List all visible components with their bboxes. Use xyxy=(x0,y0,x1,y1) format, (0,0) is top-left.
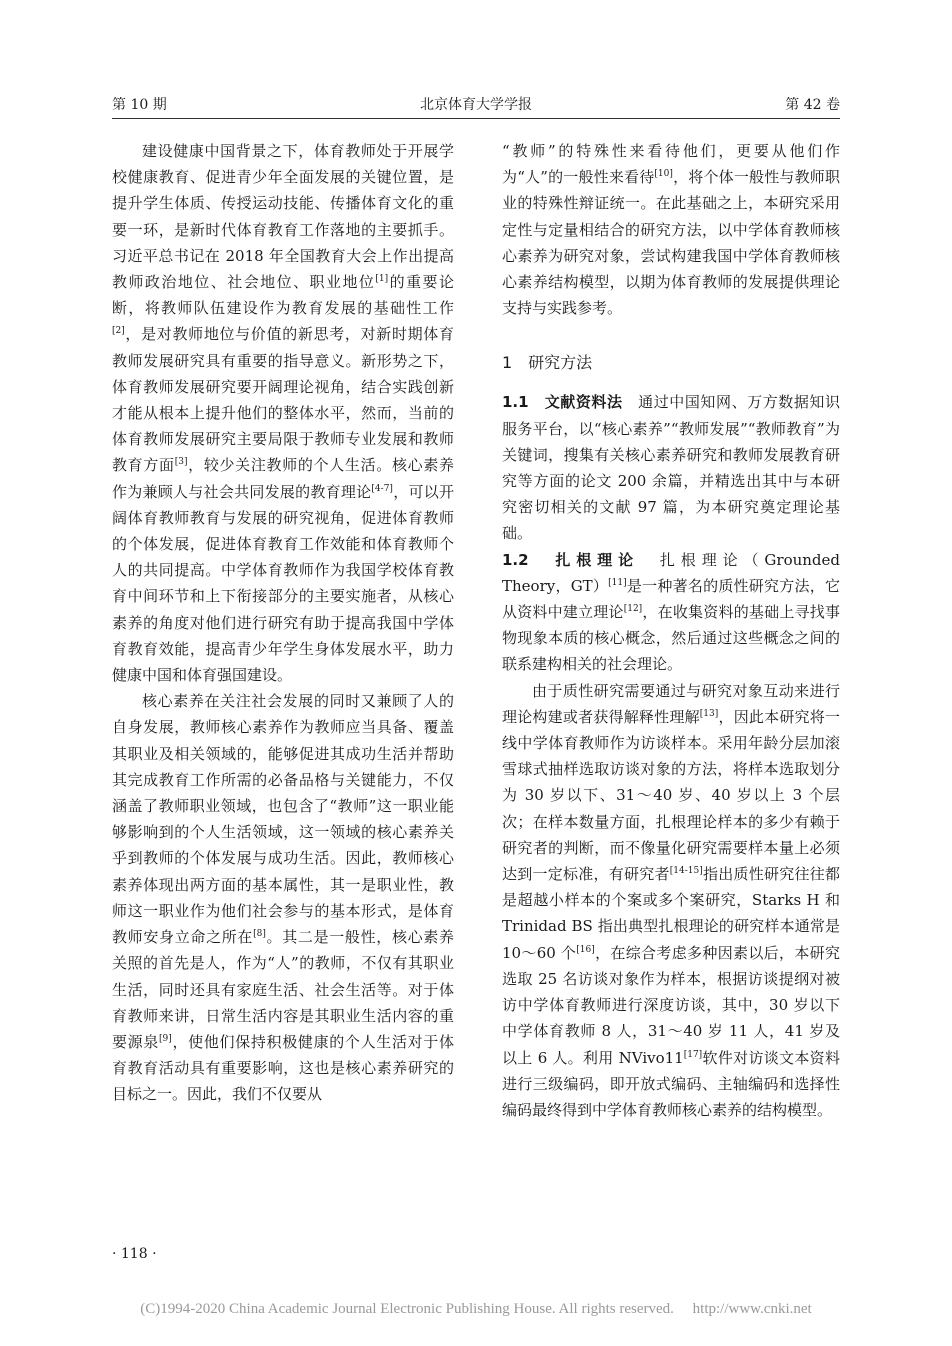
citation: [1] xyxy=(375,274,389,285)
citation: [2] xyxy=(112,326,125,337)
citation: [9] xyxy=(159,1033,172,1044)
subsection-title: 1.1 文献资料法 xyxy=(502,393,623,412)
volume-number: 第 42 卷 xyxy=(785,97,840,113)
subsection-title: 1.2 扎根理论 xyxy=(502,550,639,569)
journal-title: 北京体育大学学报 xyxy=(420,97,532,113)
issue-number: 第 10 期 xyxy=(112,97,167,113)
subsection-literature: 1.1 文献资料法 通过中国知网、万方数据知识服务平台，以“核心素养”“教师发展”“教师教育”为关键词，搜集有关核心素养研究和教师发展教育研究等方面的论文 200 余篇，并精选出其中与本研究密切相关的文献 97 篇，为本研究奠定理论基础。 xyxy=(502,393,840,543)
copyright-footer: (C)1994-2020 China Academic Journal Electronic Publishing House. All rights reserved. http://www.cnki.net xyxy=(140,1301,812,1317)
citation: [14-15] xyxy=(669,866,703,877)
citation: [10] xyxy=(654,169,673,180)
citation: [8] xyxy=(253,929,266,940)
paragraph-intro-2: 核心素养在关注社会发展的同时又兼顾了人的自身发展，教师核心素养作为教师应当具备、覆盖其职业及相关领域的，能够促进其成功生活并帮助其完成教育工作所需的必备品格与关键能力，不仅涵盖了教师职业领域，也包含了“教师”这一职业能够影响到的个人生活领域，这一领域的核心素养关乎到教师的个体发展与成功生活。因此，教师核心素养体现出两方面的基本属性，其一是职业性，教师这一职业作为他们社会参与的基本形式，是体育教师安身立命之所在[8]。其二是一般性，核心素养关照的首先是人，作为“人”的教师，不仅有其职业生活，同时还具有家庭生活、社会生活等。对于体育教师来讲，日常生活内容是其职业生活内容的重要源泉[9]，使他们保持积极健康的个人生活对于体育教育活动具有重要影响，这也是核心素养研究的目标之一。因此，我们不仅要从 xyxy=(112,692,454,1104)
page-number: · 118 · xyxy=(112,1246,157,1262)
right-column xyxy=(502,138,840,1123)
citation: [3] xyxy=(174,457,188,468)
citation: [4-7] xyxy=(371,483,393,494)
paragraph-intro-1: 建设健康中国背景之下，体育教师处于开展学校健康教育、促进青少年全面发展的关键位置，是提升学生体质、传授运动技能、传播体育文化的重要一环，是新时代体育教育工作落地的主要抓手。习近平总书记在 2018 年全国教育大会上作出提高教师政治地位、社会地位、职业地位[1]的重要论断，将教师队伍建设作为教育发展的基础性工作[2]，是对教师地位与价值的新思考，对新时期体育教师发展研究具有重要的指导意义。新形势之下，体育教师发展研究要开阔理论视角，结合实践创新才能从根本上提升他们的整体水平，然而，当前的体育教师发展研究主要局限于教师专业发展和教师教育方面[3]，较少关注教师的个人生活。核心素养作为兼顾人与社会共同发展的教育理论[4-7]，可以开阔体育教师教育与发展的研究视角，促进体育教师的个体发展，促进体育教育工作效能和体育教师个人的共同提高。中学体育教师作为我国学校体育教育中间环节和上下衔接部分的主要实施者，从核心素养的角度对他们进行研究有助于提高我国中学体育教育效能，提高青少年学生身体发展水平，助力健康中国和体育强国建设。 xyxy=(112,142,454,685)
left-column xyxy=(112,138,454,1108)
paragraph-intro-3: “教师”的特殊性来看待他们，更要从他们作为“人”的一般性来看待[10]，将个体一般性与教师职业的特殊性辩证统一。在此基础之上，本研究采用定性与定量相结合的研究方法，以中学体育教师核心素养为研究对象，尝试构建我国中学体育教师核心素养结构模型，以期为体育教师的发展提供理论支持与实践参考。 xyxy=(502,142,840,318)
subsection-grounded-theory: 1.2 扎根理论 扎根理论（Grounded Theory，GT）[11]是一种著名的质性研究方法，它从资料中建立理论[12]，在收集资料的基础上寻找事物现象本质的核心概念，然后通过这些概念之间的联系建构相关的社会理论。 xyxy=(502,550,841,674)
citation: [16] xyxy=(576,944,595,955)
section-heading-methods: 1 研究方法 xyxy=(502,353,593,373)
paragraph-sampling: 由于质性研究需要通过与研究对象互动来进行理论构建或者获得解释性理解[13]，因此本研究将一线中学体育教师作为访谈样本。采用年龄分层加滚雪球式抽样选取访谈对象的方法，将样本选取划分为 30 岁以下、31～40 岁、40 岁以上 3 个层次；在样本数量方面，扎根理论样本的多少有赖于研究者的判断，而不像量化研究需要样本量上必须达到一定标准，有研究者[14-15]指出质性研究往往都是超越小样本的个案或多个案研究，Starks H 和 Trinidad BS 指出典型扎根理论的研究样本通常是 10～60 个[16]，在综合考虑多种因素以后，本研究选取 25 名访谈对象作为样本，根据访谈提纲对被访中学体育教师进行深度访谈，其中，30 岁以下中学体育教师 8 人，31～40 岁 11 人，41 岁及以上 6 人。利用 NVivo11[17]软件对访谈文本资料进行三级编码，即开放式编码、主轴编码和选择性编码最终得到中学体育教师核心素养的结构模型。 xyxy=(502,681,840,1119)
citation: [13] xyxy=(699,708,719,719)
citation: [11] xyxy=(608,577,627,588)
citation: [12] xyxy=(623,604,643,615)
running-header xyxy=(112,94,840,119)
citation: [17] xyxy=(683,1049,703,1060)
